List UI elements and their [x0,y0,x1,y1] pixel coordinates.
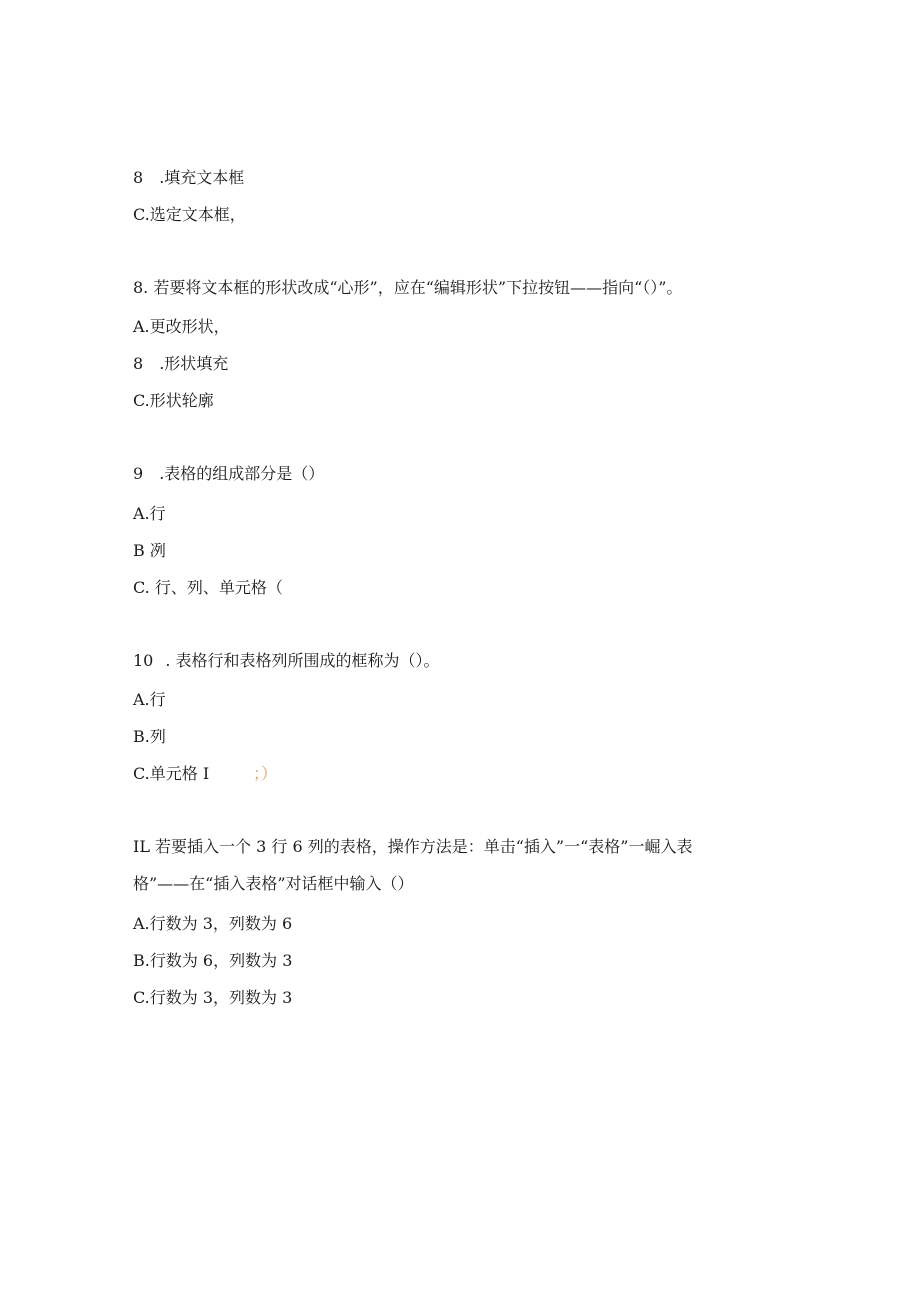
option-line [133,727,166,747]
option-text: C.选定文本框， [133,205,246,224]
option-line [133,205,246,225]
question-line [133,278,682,298]
option-text: C. 行、列、单元格（ [133,578,283,597]
question-text: IL 若要插入一个 3 行 6 列的表格，操作方法是：单击“插入”一“表格”一崛入表 [133,837,693,856]
option-text: B 冽 [133,541,166,560]
question-line [133,651,440,671]
option-text: C.行数为 3，列数为 3 [133,988,293,1007]
option-line [133,764,277,784]
option-text: B.列 [133,727,166,746]
question-line [133,464,324,484]
list-number: 10 [133,651,154,670]
list-number: 8 [133,354,144,373]
option-text: .填充文本框 [159,168,245,187]
option-line [133,541,166,561]
question-text: . 表格行和表格列所围成的框称为（）。 [165,651,440,670]
option-line [133,578,283,598]
question-line [133,837,692,857]
question-text: .表格的组成部分是（） [159,464,325,483]
question-text: 8. 若要将文本框的形状改成“心形”，应在“编辑形状”下拉按钮——指向“（）”。 [133,278,683,297]
option-line [133,951,292,971]
question-text: 格”——在“插入表格”对话框中输入（） [133,874,414,893]
stray-mark: ；） [253,764,278,783]
option-line [133,988,292,1008]
option-line [133,391,214,411]
option-line [133,690,166,710]
option-line [133,504,166,524]
option-line [133,354,228,374]
list-number: 8 [133,168,144,187]
list-number: 9 [133,464,144,483]
option-text: A.行 [133,690,166,709]
option-line [133,168,244,188]
option-text: A.行数为 3，列数为 6 [133,914,293,933]
option-text: .形状填充 [159,354,229,373]
option-text: A.行 [133,504,166,523]
question-line [133,874,414,894]
option-text: B.行数为 6，列数为 3 [133,951,293,970]
option-line [133,914,292,934]
option-text: C.形状轮廓 [133,391,214,410]
option-line [133,317,230,337]
option-text: A.更改形状， [133,317,230,336]
option-text: C.单元格 I [133,764,210,783]
